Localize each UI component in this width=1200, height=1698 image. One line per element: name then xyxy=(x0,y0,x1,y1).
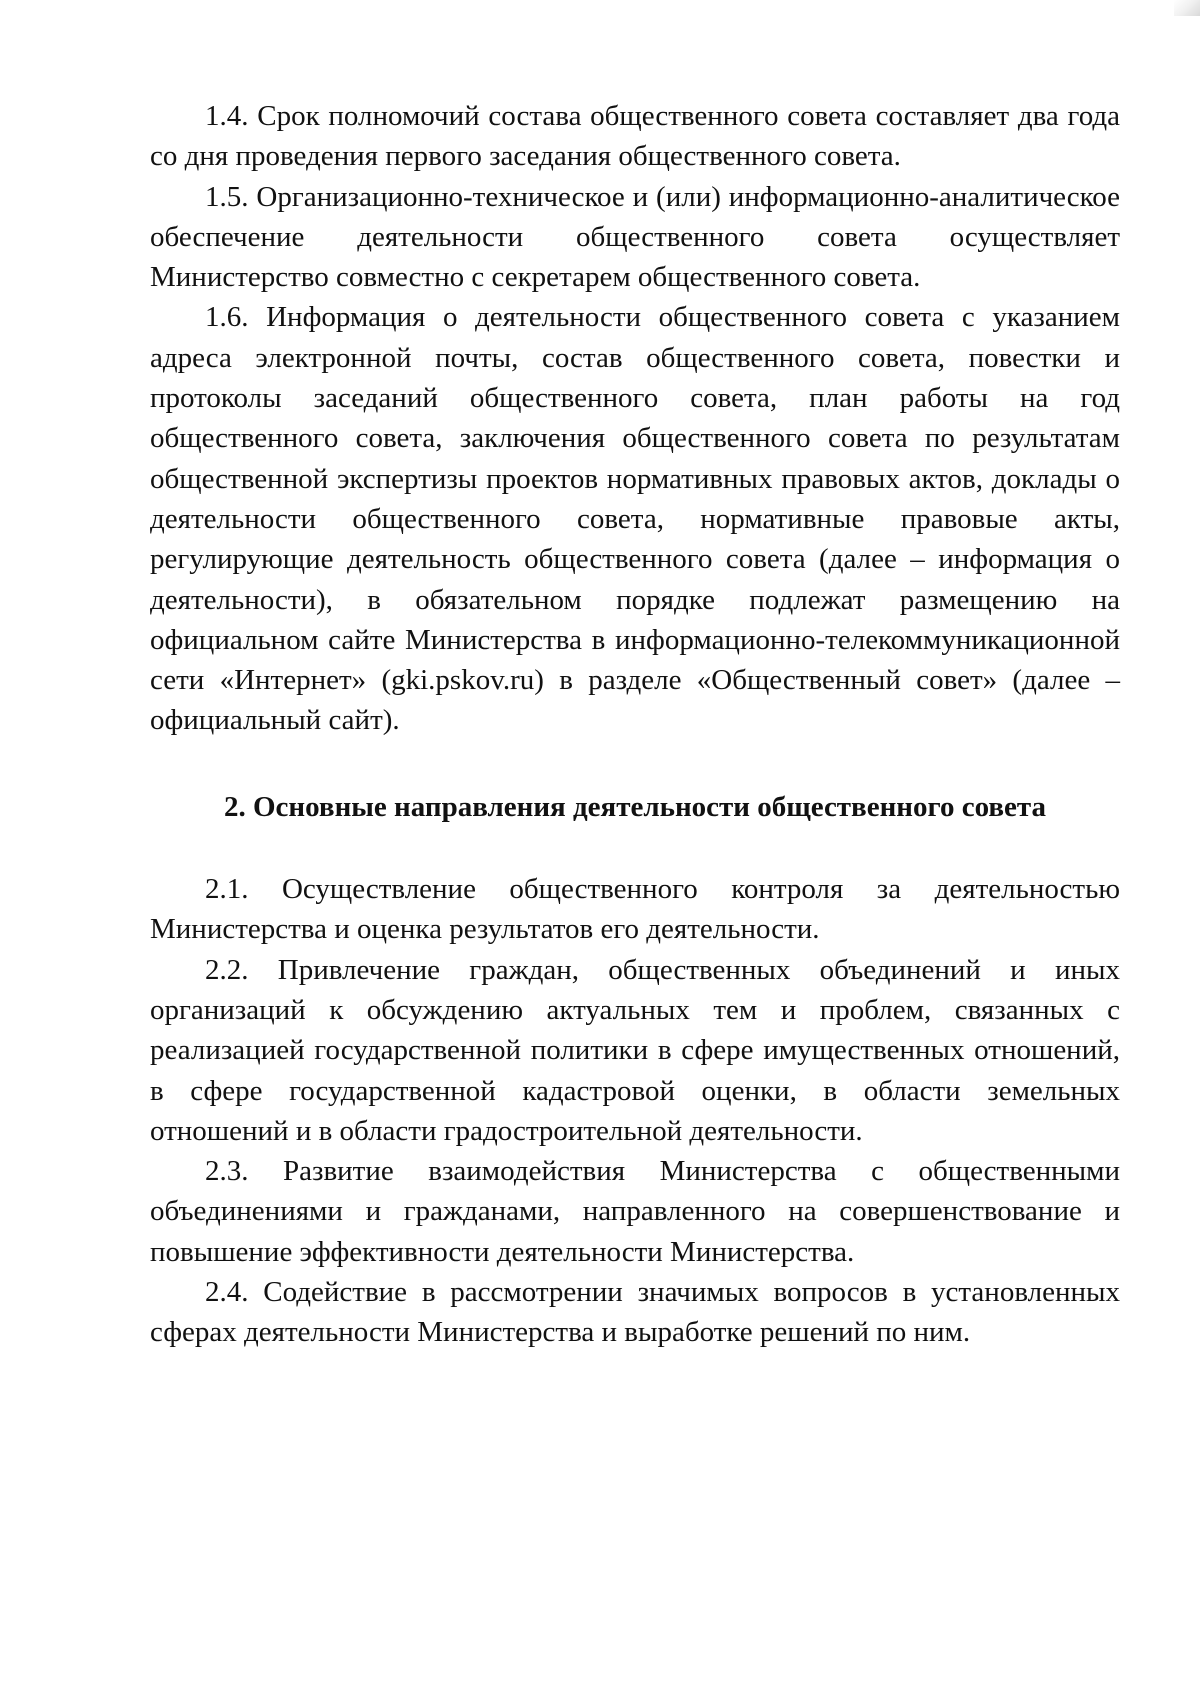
paragraph-1-4: 1.4. Срок полномочий состава общественного совета составляет два года со дня проведения первого заседания общественного совета. xyxy=(150,100,1120,173)
paragraph-1-5: 1.5. Организационно-техническое и (или) информационно-аналитическое обеспечение деятельности общественного совета осуществляет Министерство совместно с секретарем общественного совета. xyxy=(150,180,1120,294)
paragraph-2-3: 2.3. Развитие взаимодействия Министерства с общественными объединениями и гражданами, направленного на совершенствование и повышение эффективности деятельности Министерства. xyxy=(150,1155,1120,1268)
scan-corner-mark xyxy=(1174,0,1200,16)
document-text xyxy=(150,96,1120,1353)
paragraph-2-2: 2.2. Привлечение граждан, общественных объединений и иных организаций к обсуждению актуальных тем и проблем, связанных с реализацией государственной политики в сфере имущественных отношений, в сфере государственной кадастровой оценки, в области земельных отношений и в области градостроительной деятельности. xyxy=(150,953,1120,1147)
paragraph-2-4: 2.4. Содействие в рассмотрении значимых вопросов в установленных сферах деятельности Министерства и выработке решений по ним. xyxy=(150,1276,1120,1349)
paragraph-1-6: 1.6. Информация о деятельности общественного совета с указанием адреса электронной почты, состав общественного совета, повестки и протоколы заседаний общественного совета, план работы на год общественного совета, заключения общественного совета по результатам общественной экспертизы проектов нормативных правовых актов, доклады о деятельности общественного совета, нормативные правовые акты, регулирующие деятельность общественного совета (далее – информация о деятельности), в обязательном порядке подлежат размещению на официальном сайте Министерства в информационно-телекоммуникационной сети «Интернет» (gki.pskov.ru) в разделе «Общественный совет» (далее – официальный сайт). xyxy=(150,301,1120,737)
section-2-heading: 2. Основные направления деятельности общественного совета xyxy=(224,790,1046,823)
paragraph-2-1: 2.1. Осуществление общественного контроля за деятельностью Министерства и оценка результатов его деятельности. xyxy=(150,873,1120,946)
